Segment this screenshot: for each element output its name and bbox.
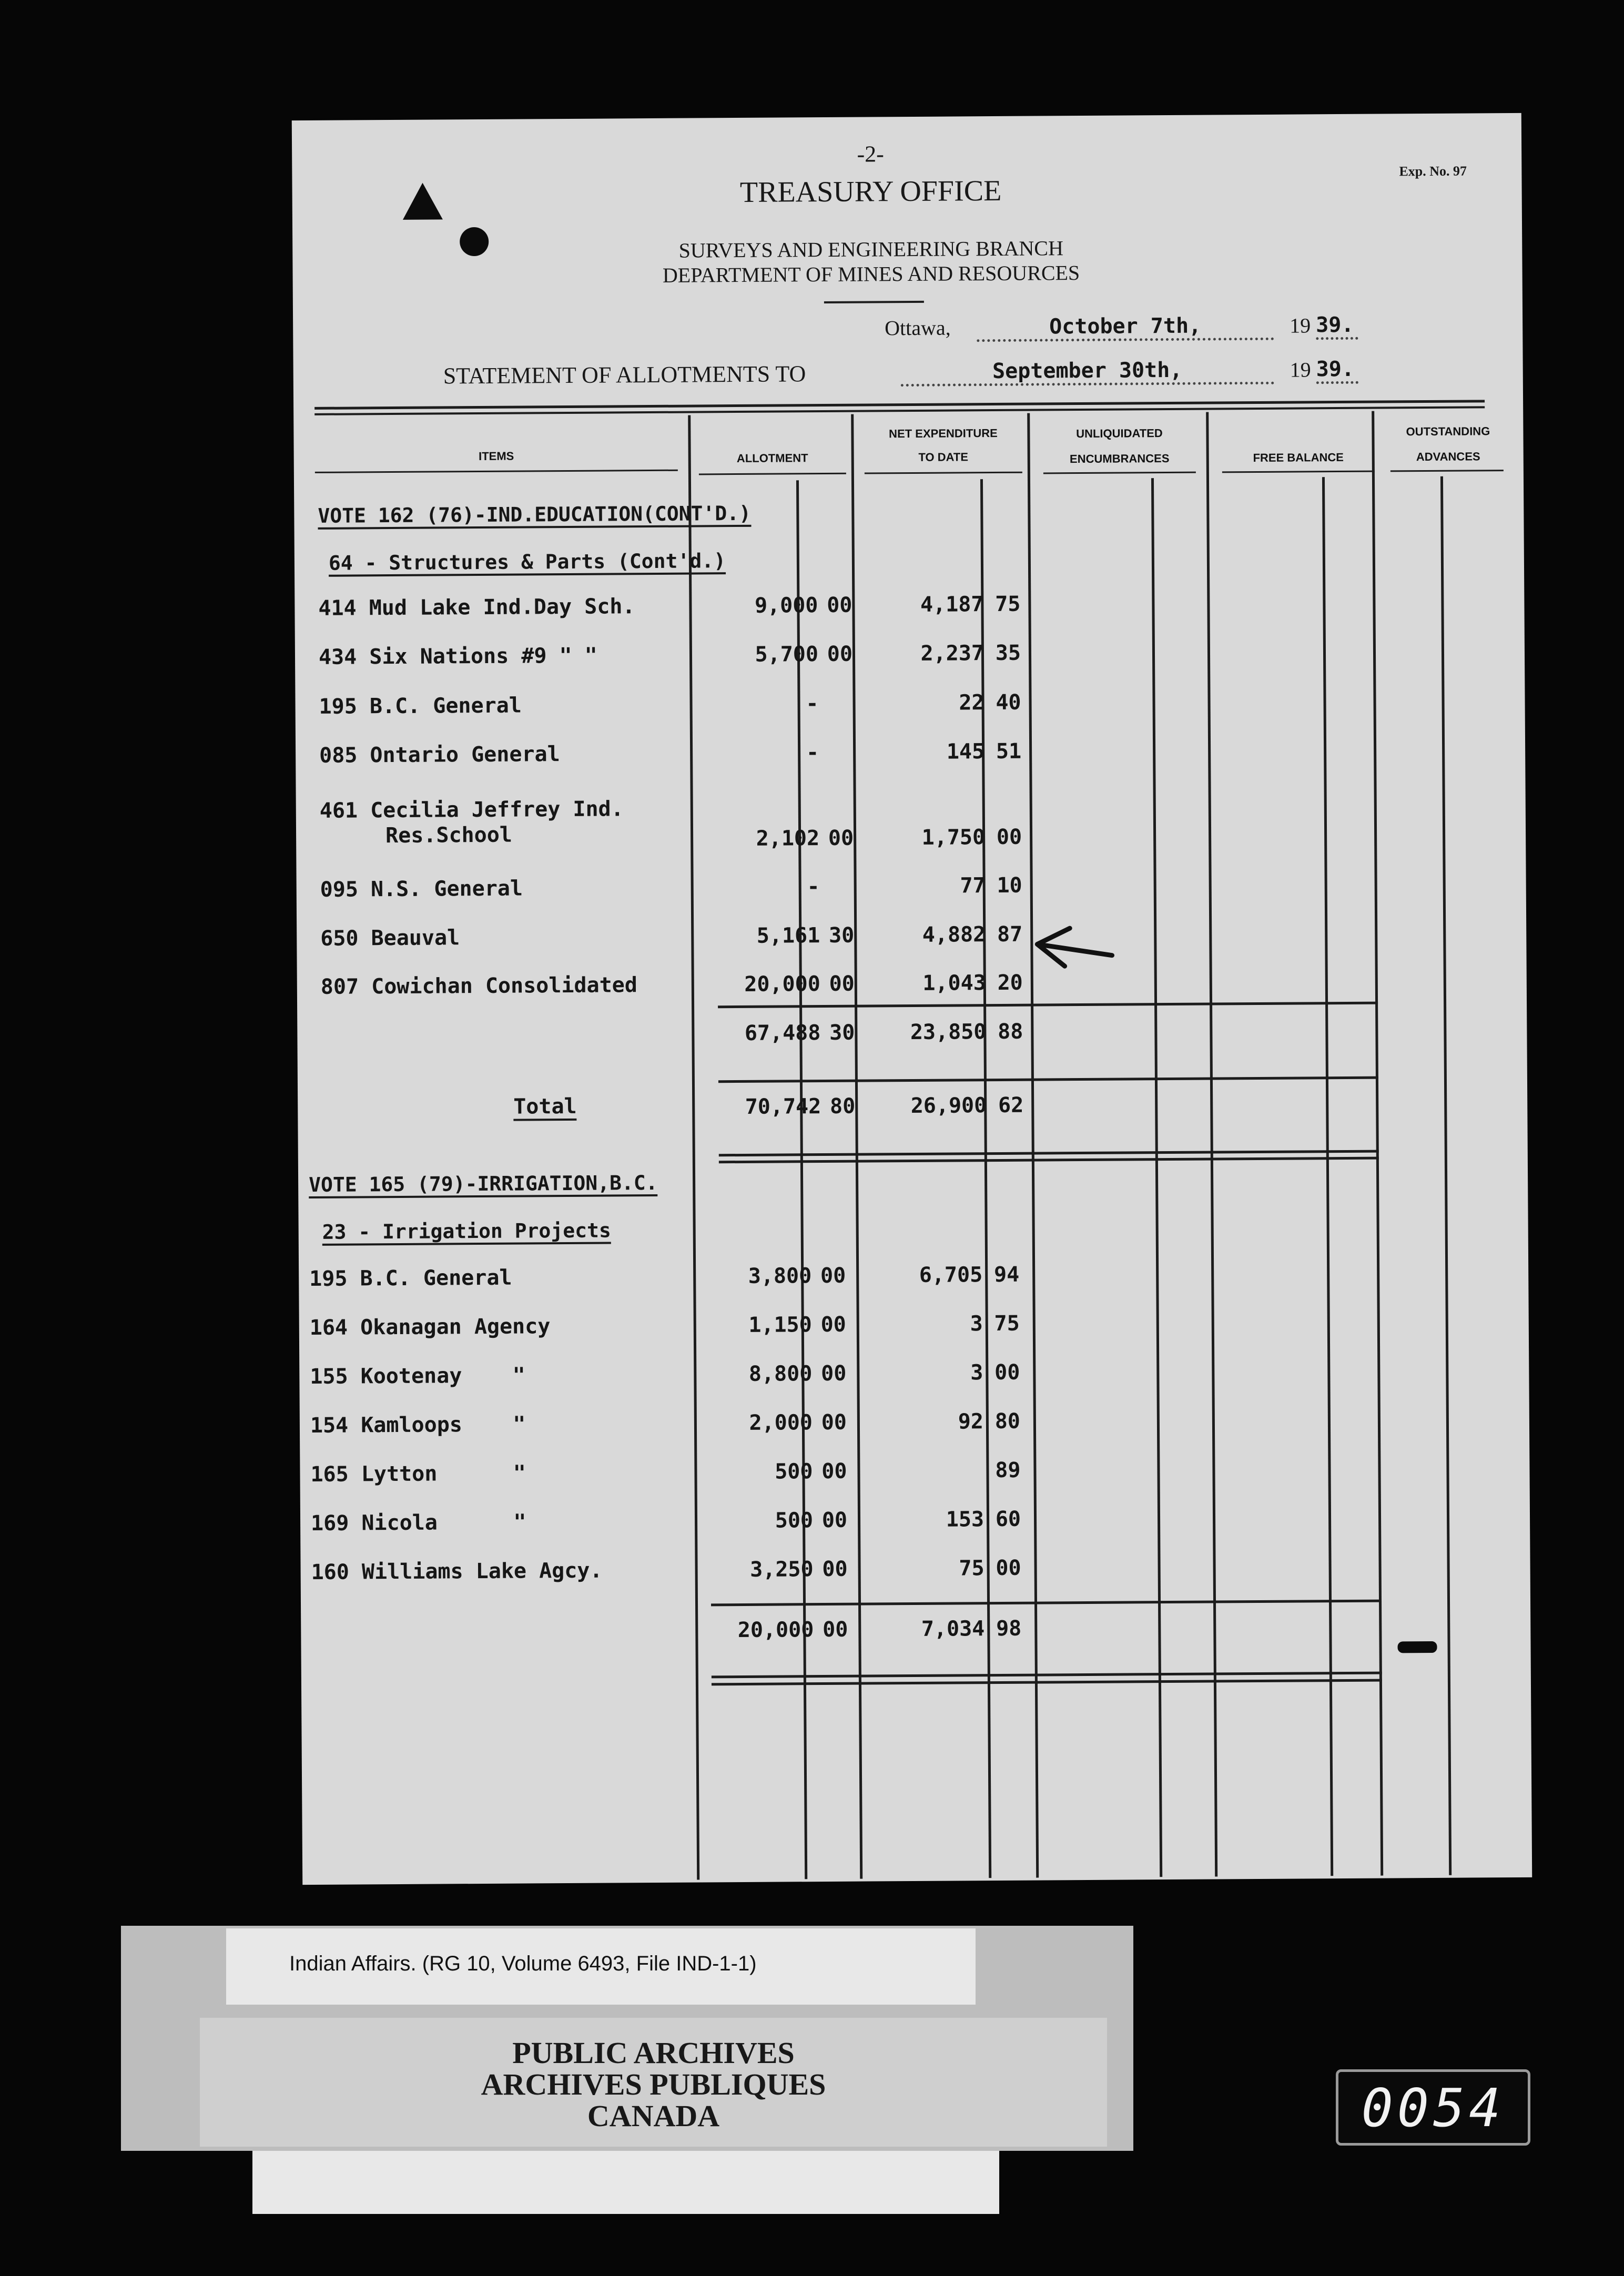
total-net-cents: 62 <box>998 1093 1024 1118</box>
row-allotment-cents: 00 <box>828 826 854 850</box>
row-net-cents: 75 <box>994 1311 1020 1336</box>
col-net-exp-2: TO DATE <box>918 450 969 464</box>
col-rule <box>1372 411 1383 1876</box>
col-rule <box>1027 413 1039 1878</box>
col-rule <box>1151 478 1162 1877</box>
col-rule <box>851 414 862 1879</box>
row-item: 195 B.C. General <box>309 1265 512 1292</box>
row-net-expenditure <box>865 1458 983 1459</box>
row-allotment: 1,150 <box>748 1313 812 1337</box>
statement-year-prefix: 19 <box>1290 358 1311 382</box>
statement-date: September 30th, <box>901 358 1274 387</box>
row-net-cents: 51 <box>996 739 1022 764</box>
row-allotment-cents: 30 <box>828 923 855 948</box>
row-item: 434 Six Nations #9 " " <box>318 643 597 669</box>
row-net-cents: 87 <box>997 922 1023 947</box>
triangle-mark-icon <box>403 182 443 219</box>
row-net-cents: 94 <box>993 1262 1020 1287</box>
col-outstanding-2: ADVANCES <box>1416 450 1480 464</box>
statement-year: 39. <box>1316 357 1358 384</box>
subtotal-allotment: 20,000 <box>737 1618 814 1643</box>
row-item: 154 Kamloops " <box>310 1412 526 1438</box>
row-allotment-cents: 00 <box>821 1361 847 1386</box>
row-item: 195 B.C. General <box>319 693 522 719</box>
header-divider <box>824 301 924 303</box>
row-allotment: 500 <box>775 1508 814 1533</box>
col-outstanding-underline <box>1390 470 1504 472</box>
subtotal-allotment: 67,488 <box>744 1021 821 1045</box>
row-net-cents: 75 <box>995 592 1021 617</box>
branch-line-1: SURVEYS AND ENGINEERING BRANCH <box>678 236 1064 262</box>
form-number: Exp. No. 97 <box>1399 163 1467 179</box>
col-rule <box>1206 412 1217 1877</box>
row-item-continued: Res.School <box>385 822 513 848</box>
total-allotment: 70,742 <box>745 1094 821 1119</box>
row-allotment-cents: 00 <box>827 642 853 666</box>
total-double-rule-2 <box>719 1157 1379 1164</box>
row-net-expenditure: 3 <box>970 1312 983 1336</box>
row-allotment-cents: 00 <box>821 1459 847 1484</box>
archives-line-1: PUBLIC ARCHIVES <box>512 2036 795 2070</box>
total-double-rule <box>719 1150 1379 1157</box>
subheading: 64 - Structures & Parts (Cont'd.) <box>329 549 726 577</box>
row-allotment: 3,800 <box>748 1264 812 1288</box>
col-net-exp-1: NET EXPENDITURE <box>889 426 998 441</box>
row-item: 164 Okanagan Agency <box>309 1314 551 1340</box>
total-net: 26,900 <box>910 1093 987 1119</box>
row-item: 414 Mud Lake Ind.Day Sch. <box>318 594 635 621</box>
row-net-expenditure: 2,237 <box>920 641 984 666</box>
place-label: Ottawa, <box>885 316 951 340</box>
row-net-expenditure: 1,750 <box>921 825 986 850</box>
col-free-underline <box>1222 471 1375 473</box>
subheading: 23 - Irrigation Projects <box>322 1219 611 1246</box>
row-allotment: 500 <box>775 1459 813 1484</box>
subtotal-rule <box>711 1600 1382 1607</box>
subtotal-net-cents: 88 <box>998 1019 1023 1044</box>
row-allotment: 2,102 <box>756 826 820 851</box>
subtotal-allotment-cents: 00 <box>823 1617 848 1642</box>
archive-reference: Indian Affairs. (RG 10, Volume 6493, File IND-1-1) <box>289 1952 757 1975</box>
statement-label: STATEMENT OF ALLOTMENTS TO <box>443 361 806 389</box>
page-marker: -2- <box>857 141 884 167</box>
ledger-page <box>292 113 1532 1885</box>
row-allotment: 9,000 <box>754 593 818 618</box>
row-item: 461 Cecilia Jeffrey Ind. <box>319 797 624 823</box>
row-allotment-cents: 00 <box>822 1557 848 1582</box>
row-net-expenditure: 3 <box>970 1360 983 1385</box>
archives-line-3: CANADA <box>587 2099 720 2133</box>
row-allotment: 8,800 <box>748 1361 813 1386</box>
row-net-expenditure: 153 <box>946 1507 984 1532</box>
row-item: 650 Beauval <box>320 926 460 951</box>
row-allotment: 5,700 <box>755 642 819 667</box>
row-net-cents: 00 <box>996 825 1022 850</box>
report-date: October 7th, <box>977 313 1274 342</box>
row-allotment: 3,250 <box>750 1557 814 1582</box>
row-allotment: - <box>807 875 820 899</box>
row-net-expenditure: 1,043 <box>922 971 986 995</box>
total-label: Total <box>513 1094 577 1121</box>
subtotal-net-cents: 98 <box>996 1616 1022 1641</box>
subtotal-rule <box>718 1002 1378 1009</box>
row-item: 169 Nicola " <box>310 1510 526 1536</box>
report-year: 39. <box>1316 313 1358 340</box>
col-unliq-underline <box>1043 472 1196 474</box>
row-net-cents: 35 <box>995 641 1021 666</box>
row-allotment: - <box>806 740 819 765</box>
row-item: 155 Kootenay " <box>310 1363 525 1389</box>
subtotal-net: 7,034 <box>921 1617 985 1641</box>
col-net-underline <box>865 472 1022 474</box>
frame-number: 0054 <box>1361 2077 1505 2139</box>
row-net-cents: 10 <box>997 873 1022 898</box>
col-free-balance: FREE BALANCE <box>1253 450 1344 465</box>
row-net-expenditure: 22 <box>959 690 984 715</box>
row-net-expenditure: 4,882 <box>922 922 986 947</box>
row-net-expenditure: 145 <box>946 739 985 764</box>
col-outstanding-1: OUTSTANDING <box>1406 424 1490 439</box>
row-net-cents: 40 <box>996 690 1021 715</box>
archive-card <box>121 1926 1133 2151</box>
frame-counter <box>1336 2069 1530 2146</box>
vote-heading: VOTE 162 (76)-IND.EDUCATION(CONT'D.) <box>318 502 751 530</box>
col-rule <box>796 480 807 1879</box>
col-unliq-1: UNLIQUIDATED <box>1076 426 1163 441</box>
col-items-underline <box>315 470 678 473</box>
archives-line-2: ARCHIVES PUBLIQUES <box>481 2067 826 2101</box>
row-net-cents: 80 <box>994 1409 1021 1434</box>
row-item: 165 Lytton " <box>310 1461 526 1487</box>
row-allotment: 2,000 <box>749 1410 813 1435</box>
row-allotment-cents: 00 <box>821 1508 848 1533</box>
row-allotment: - <box>806 692 819 716</box>
vote-heading: VOTE 165 (79)-IRRIGATION,B.C. <box>309 1171 658 1198</box>
row-net-cents: 20 <box>997 970 1023 995</box>
total-rule <box>718 1076 1378 1083</box>
row-net-cents: 00 <box>996 1556 1021 1581</box>
row-net-expenditure: 6,705 <box>919 1263 983 1287</box>
row-allotment-cents: 00 <box>820 1312 846 1337</box>
row-net-expenditure: 92 <box>958 1409 984 1434</box>
col-allotment: ALLOTMENT <box>736 451 808 465</box>
row-item: 085 Ontario General <box>319 742 560 768</box>
row-allotment-cents: 00 <box>827 593 852 617</box>
bottom-strip <box>252 2151 999 2214</box>
total-allotment-cents: 80 <box>829 1094 856 1119</box>
ink-dash-mark <box>1397 1641 1437 1653</box>
row-allotment-cents: 00 <box>820 1263 846 1288</box>
col-rule <box>688 415 699 1880</box>
col-unliq-2: ENCUMBRANCES <box>1069 451 1170 466</box>
col-items: ITEMS <box>478 449 514 463</box>
branch-line-2: DEPARTMENT OF MINES AND RESOURCES <box>662 261 1080 287</box>
col-rule <box>980 479 991 1878</box>
row-item: 807 Cowichan Consolidated <box>320 973 638 999</box>
year-prefix: 19 <box>1290 313 1311 338</box>
col-allotment-underline <box>699 473 846 475</box>
row-net-cents: 89 <box>995 1458 1021 1483</box>
final-double-rule <box>712 1672 1382 1679</box>
row-net-expenditure: 75 <box>959 1556 984 1581</box>
row-net-expenditure: 4,187 <box>920 592 984 617</box>
row-item: 160 Williams Lake Agcy. <box>311 1558 603 1584</box>
row-net-cents: 60 <box>995 1507 1021 1532</box>
row-net-cents: 00 <box>994 1360 1020 1385</box>
final-double-rule-2 <box>712 1679 1382 1686</box>
row-item: 095 N.S. General <box>320 876 523 902</box>
row-net-expenditure: 77 <box>960 873 986 898</box>
row-allotment-cents: 00 <box>829 971 855 996</box>
subtotal-net: 23,850 <box>910 1020 987 1045</box>
punch-hole-icon <box>460 227 489 256</box>
office-title: TREASURY OFFICE <box>739 174 1002 209</box>
row-allotment: 5,161 <box>756 923 820 948</box>
row-allotment: 20,000 <box>744 972 820 997</box>
row-allotment-cents: 00 <box>821 1410 847 1435</box>
col-rule <box>1322 477 1333 1876</box>
handwritten-arrow-icon <box>1033 917 1128 970</box>
col-rule <box>1440 476 1452 1875</box>
subtotal-allotment-cents: 30 <box>829 1020 855 1045</box>
